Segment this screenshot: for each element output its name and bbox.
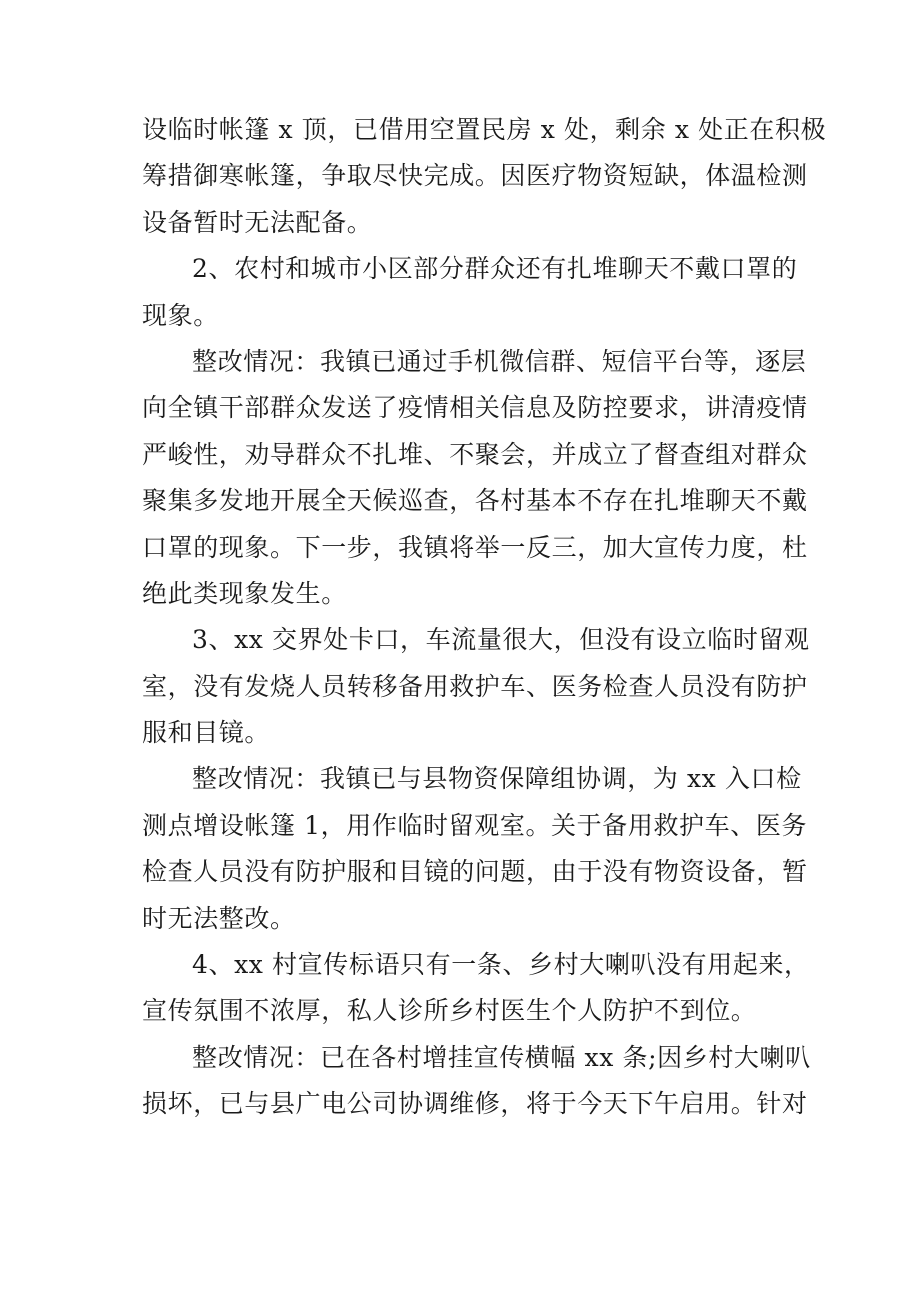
text-line: 服和目镜。 bbox=[142, 718, 271, 748]
text-line: 设备暂时无法配备。 bbox=[142, 207, 373, 237]
text-line: 整改情况：已在各村增挂宣传横幅 xx 条;因乡村大喇叭 bbox=[192, 1042, 811, 1072]
text-line: 绝此类现象发生。 bbox=[142, 578, 347, 608]
text-line: 设临时帐篷 x 顶，已借用空置民房 x 处，剩余 x 处正在积极 bbox=[142, 115, 827, 144]
text-line: 损坏，已与县广电公司协调维修，将于今天下午启用。针对 bbox=[142, 1089, 808, 1119]
text-line: 测点增设帐篷 1，用作临时留观室。关于备用救护车、医务 bbox=[142, 810, 808, 840]
text-line: 筹措御寒帐篷，争取尽快完成。因医疗物资短缺，体温检测 bbox=[142, 161, 808, 191]
paragraph-item-3 bbox=[142, 617, 810, 756]
text-line: 时无法整改。 bbox=[142, 903, 296, 933]
text-line: 整改情况：我镇已通过手机微信群、短信平台等，逐层 bbox=[192, 346, 807, 376]
paragraph-rectification-4 bbox=[142, 1035, 811, 1128]
text-line: 2、农村和城市小区部分群众还有扎堆聊天不戴口罩的 bbox=[192, 254, 798, 284]
text-line: 向全镇干部群众发送了疫情相关信息及防控要求，讲清疫情 bbox=[142, 393, 808, 423]
paragraph-item-2 bbox=[142, 246, 798, 339]
text-line: 严峻性，劝导群众不扎堆、不聚会，并成立了督查组对群众 bbox=[142, 439, 808, 469]
text-line: 检查人员没有防护服和目镜的问题，由于没有物资设备，暂 bbox=[142, 857, 808, 887]
paragraph-rectification-3 bbox=[142, 756, 808, 942]
text-line: 现象。 bbox=[142, 300, 219, 330]
text-line: 3、xx 交界处卡口，车流量很大，但没有设立临时留观 bbox=[192, 625, 810, 655]
text-line: 宣传氛围不浓厚，私人诊所乡村医生个人防护不到位。 bbox=[142, 996, 757, 1026]
paragraph-rectification-2 bbox=[142, 339, 808, 617]
text-line: 聚集多发地开展全天候巡查，各村基本不存在扎堆聊天不戴 bbox=[142, 486, 808, 516]
text-line: 室，没有发烧人员转移备用救护车、医务检查人员没有防护 bbox=[142, 671, 808, 701]
text-line: 口罩的现象。下一步，我镇将举一反三，加大宣传力度，杜 bbox=[142, 532, 808, 562]
paragraph-item-4 bbox=[142, 942, 810, 1035]
paragraph-continuation bbox=[142, 107, 827, 246]
text-line: 4、xx 村宣传标语只有一条、乡村大喇叭没有用起来， bbox=[192, 950, 810, 980]
document-body bbox=[142, 107, 827, 1128]
text-line: 整改情况：我镇已与县物资保障组协调，为 xx 入口检 bbox=[192, 764, 802, 794]
